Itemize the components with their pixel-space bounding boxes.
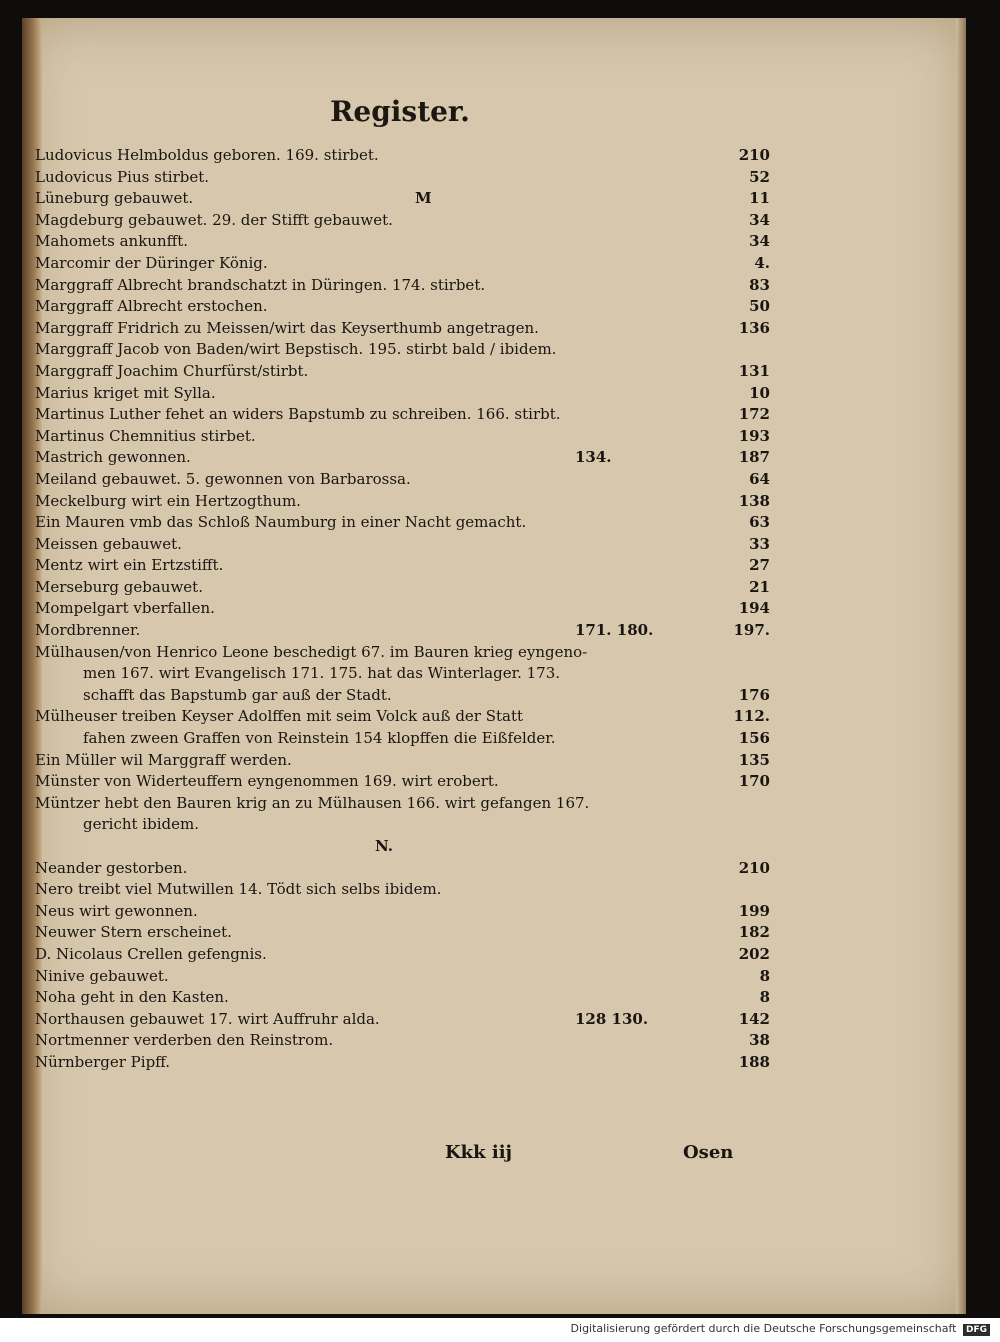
register-entry <box>35 534 770 556</box>
entry-text: Mordbrenner. <box>35 621 141 640</box>
entry-text: Mentz wirt ein Ertzstifft. <box>35 556 224 575</box>
entry-extra-pages: 128 130. <box>575 1009 649 1028</box>
entry-page-number: 50 <box>749 297 770 316</box>
section-letter: N. <box>375 837 393 855</box>
entry-page-number: 197. <box>733 621 770 640</box>
entry-text: Merseburg gebauwet. <box>35 577 203 596</box>
entry-text: Meckelburg wirt ein Hertzogthum. <box>35 491 301 510</box>
entry-text: Martinus Chemnitius stirbet. <box>35 426 256 445</box>
register-entry <box>35 512 770 534</box>
page-edge <box>956 18 966 1314</box>
register-entry <box>35 383 770 405</box>
entry-page-number: 199 <box>738 901 770 920</box>
register-entry <box>35 750 770 772</box>
register-entry <box>35 145 770 167</box>
register-entry <box>35 901 770 923</box>
entry-text: Ein Müller wil Marggraff werden. <box>35 750 292 769</box>
register-entry <box>35 577 770 599</box>
entry-text: Nero treibt viel Mutwillen 14. Tödt sich selbs ibidem. <box>35 880 442 899</box>
entry-text: fahen zween Graffen von Reinstein 154 klopffen die Eißfelder. <box>83 729 556 748</box>
entry-text: Ninive gebauwet. <box>35 966 169 985</box>
catchword: Osen <box>683 1142 734 1163</box>
register-entry <box>35 339 770 361</box>
entry-text: Magdeburg gebauwet. 29. der Stifft gebauwet. <box>35 210 393 229</box>
register-entry <box>35 167 770 189</box>
entry-extra-pages: 134. <box>575 448 612 467</box>
entry-page-number: 38 <box>749 1031 770 1050</box>
register-entry <box>35 275 770 297</box>
register-entry <box>35 296 770 318</box>
entry-page-number: 176 <box>738 685 770 704</box>
entry-page-number: 202 <box>738 944 770 963</box>
entry-text: Marggraff Jacob von Baden/wirt Bepstisch. 195. stirbt bald / ibidem. <box>35 340 557 359</box>
entry-text: Northausen gebauwet 17. wirt Auffruhr alda. <box>35 1009 380 1028</box>
entry-text: Mastrich gewonnen. <box>35 448 191 467</box>
register-entry <box>35 491 770 513</box>
entry-page-number: 64 <box>749 469 770 488</box>
register-entry <box>35 771 770 793</box>
entry-page-number: 10 <box>749 383 770 402</box>
register-entry <box>35 1009 770 1031</box>
register-entry <box>35 361 770 383</box>
entry-page-number: 182 <box>738 923 770 942</box>
register-entries <box>35 145 770 1074</box>
register-entry <box>35 253 770 275</box>
entry-page-number: 193 <box>738 426 770 445</box>
entry-page-number: 142 <box>738 1009 770 1028</box>
register-entry <box>35 728 770 750</box>
register-entry <box>35 318 770 340</box>
entry-page-number: 34 <box>749 232 770 251</box>
register-entry <box>35 469 770 491</box>
entry-text: Mahomets ankunfft. <box>35 232 189 251</box>
register-entry <box>35 555 770 577</box>
entry-text: Lüneburg gebauwet. <box>35 189 194 208</box>
register-entry <box>35 447 770 469</box>
entry-page-number: 52 <box>749 167 770 186</box>
register-entry <box>35 642 770 664</box>
entry-page-number: 33 <box>749 534 770 553</box>
entry-text: men 167. wirt Evangelisch 171. 175. hat das Winterlager. 173. <box>83 664 561 683</box>
entry-text: Münster von Widerteuffern eyngenommen 169. wirt erobert. <box>35 772 499 791</box>
entry-page-number: 83 <box>749 275 770 294</box>
register-entry <box>35 685 770 707</box>
entry-text: Marggraff Fridrich zu Meissen/wirt das Keyserthumb angetragen. <box>35 318 539 337</box>
entry-text: Marcomir der Düringer König. <box>35 253 268 272</box>
register-entry <box>35 426 770 448</box>
entry-page-number: 135 <box>738 750 770 769</box>
register-entry <box>35 793 770 815</box>
entry-text: Nortmenner verderben den Reinstrom. <box>35 1031 334 1050</box>
register-entry <box>35 210 770 232</box>
entry-page-number: 4. <box>754 253 770 272</box>
entry-text: Mülheuser treiben Keyser Adolffen mit seim Volck auß der Statt <box>35 707 524 726</box>
entry-text: Noha geht in den Kasten. <box>35 988 229 1007</box>
register-entry <box>35 944 770 966</box>
register-entry <box>35 598 770 620</box>
entry-text: Müntzer hebt den Bauren krig an zu Mülhausen 166. wirt gefangen 167. <box>35 793 590 812</box>
entry-page-number: 34 <box>749 210 770 229</box>
register-entry <box>35 987 770 1009</box>
register-entry <box>35 663 770 685</box>
register-entry <box>35 1052 770 1074</box>
register-entry <box>35 836 770 858</box>
digitization-credit <box>571 1322 990 1336</box>
entry-text: Nürnberger Pipff. <box>35 1052 171 1071</box>
entry-text: Mompelgart vberfallen. <box>35 599 215 618</box>
register-entry <box>35 620 770 642</box>
signature-mark: Kkk iij <box>445 1142 513 1163</box>
entry-text: Mülhausen/von Henrico Leone beschedigt 67. im Bauren krieg eyngeno- <box>35 642 588 661</box>
entry-page-number: 156 <box>738 729 770 748</box>
entry-text: schafft das Bapstumb gar auß der Stadt. <box>83 685 392 704</box>
entry-page-number: 21 <box>749 577 770 596</box>
entry-page-number: 188 <box>738 1052 770 1071</box>
entry-text: Neus wirt gewonnen. <box>35 901 198 920</box>
entry-page-number: 112. <box>733 707 770 726</box>
entry-page-number: 210 <box>738 146 770 164</box>
register-entry <box>35 858 770 880</box>
register-entry <box>35 1030 770 1052</box>
entry-page-number: 138 <box>738 491 770 510</box>
register-entry <box>35 188 770 210</box>
entry-extra-pages: 171. 180. <box>575 621 654 640</box>
entry-page-number: 131 <box>738 361 770 380</box>
entry-text: Marggraff Albrecht erstochen. <box>35 297 268 316</box>
entry-page-number: 8 <box>759 966 770 985</box>
entry-page-number: 63 <box>749 513 770 532</box>
entry-page-number: 11 <box>749 189 770 208</box>
entry-text: Meiland gebauwet. 5. gewonnen von Barbarossa. <box>35 469 411 488</box>
entry-text: Ludovicus Pius stirbet. <box>35 167 210 186</box>
entry-page-number: 172 <box>738 405 770 424</box>
entry-text: Marggraff Albrecht brandschatzt in Düringen. 174. stirbet. <box>35 275 486 294</box>
entry-text: Neuwer Stern erscheinet. <box>35 923 232 942</box>
entry-text: Marggraff Joachim Churfürst/stirbt. <box>35 361 309 380</box>
entry-page-number: 8 <box>759 988 770 1007</box>
register-entry <box>35 922 770 944</box>
entry-text: gericht ibidem. <box>83 815 199 834</box>
entry-text: Martinus Luther fehet an widers Bapstumb zu schreiben. 166. stirbt. <box>35 405 561 424</box>
entry-text: Neander gestorben. <box>35 858 188 877</box>
register-entry <box>35 814 770 836</box>
entry-text: D. Nicolaus Crellen gefengnis. <box>35 944 267 963</box>
section-letter: M <box>415 189 432 208</box>
entry-text: Ein Mauren vmb das Schloß Naumburg in einer Nacht gemacht. <box>35 513 527 532</box>
entry-page-number: 194 <box>738 599 770 618</box>
register-entry <box>35 706 770 728</box>
page-title: Register. <box>330 95 470 128</box>
entry-text: Meissen gebauwet. <box>35 534 182 553</box>
entry-page-number: 136 <box>738 318 770 337</box>
entry-text: Ludovicus Helmboldus geboren. 169. stirbet. <box>35 146 379 164</box>
entry-page-number: 27 <box>749 556 770 575</box>
entry-page-number: 170 <box>738 772 770 791</box>
entry-text: Marius kriget mit Sylla. <box>35 383 216 402</box>
register-entry <box>35 966 770 988</box>
register-entry <box>35 404 770 426</box>
entry-page-number: 210 <box>738 858 770 877</box>
register-entry <box>35 879 770 901</box>
entry-page-number: 187 <box>738 448 770 467</box>
dfg-logo: DFG <box>963 1324 990 1336</box>
credit-text: Digitalisierung gefördert durch die Deutsche Forschungsgemeinschaft <box>570 1322 957 1335</box>
register-entry <box>35 231 770 253</box>
